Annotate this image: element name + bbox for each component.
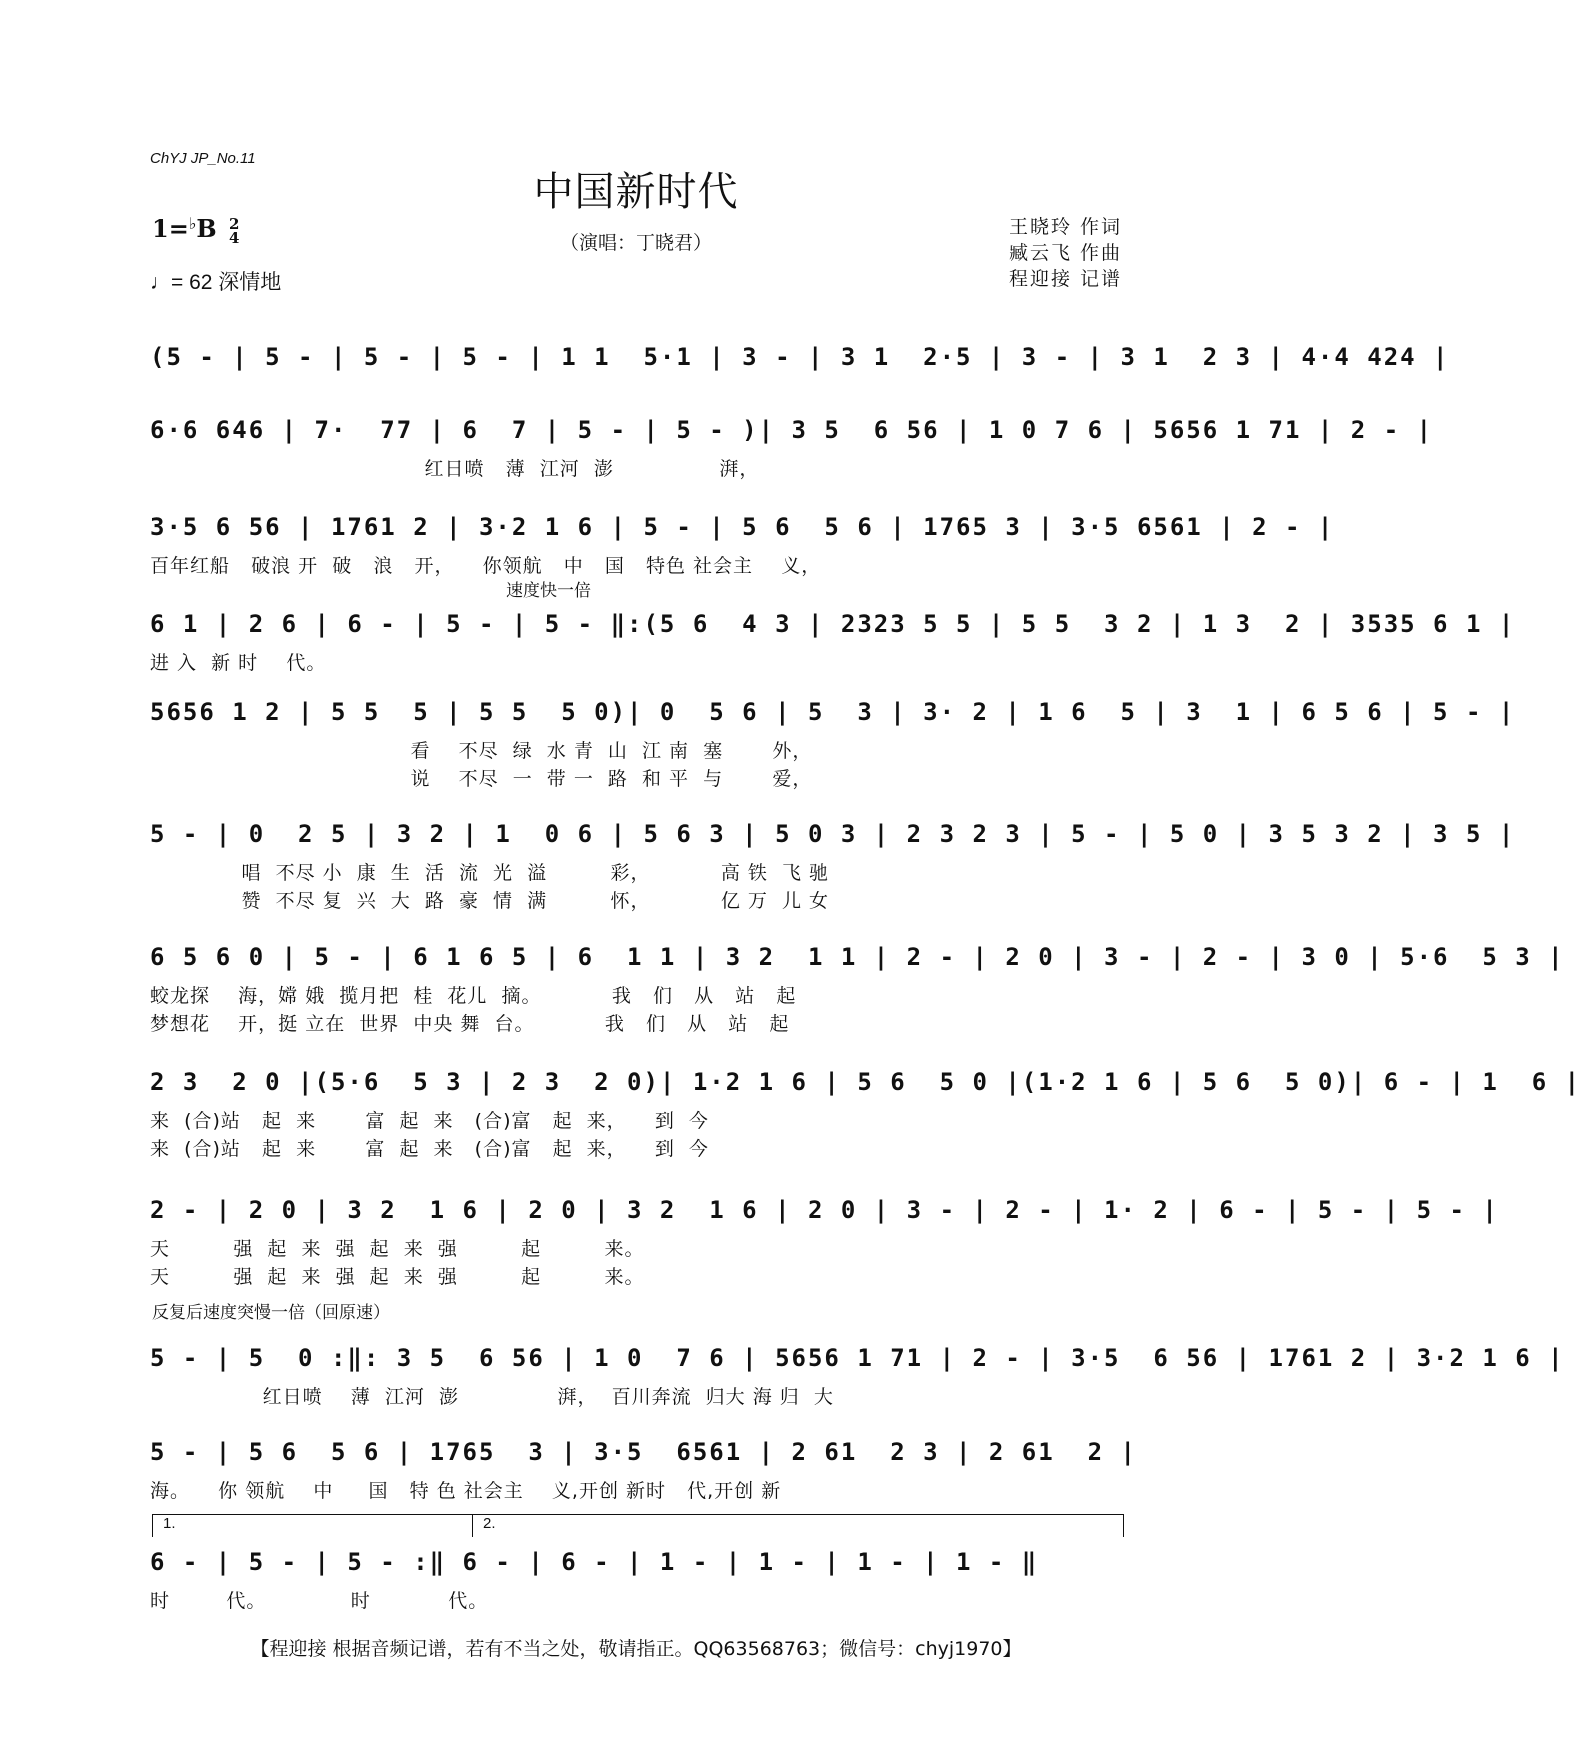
lyric-line: 说 不尽 一 带 一 路 和 平 与 爱， [150,768,813,790]
lyric-line: 梦想花 开，挺 立在 世界 中央 舞 台。 我 们 从 站 起 [150,1013,790,1035]
notation-line: 6 5 6 0 | 5 - | 6 1 6 5 | 6 1 1 | 3 2 1 1 | 2 - | 2 0 | 3 - | 2 - | 3 0 | 5·6 5 3 | [150,943,1565,971]
credits [1009,214,1122,292]
time-signature [229,214,240,247]
score-code: ChYJ JP_No.11 [150,150,256,167]
lyric-line: 红日喷 薄 江河 澎 湃， 百川奔流 归大 海 归 大 [150,1386,834,1408]
notation-line: 2 3 2 0 |(5·6 5 3 | 2 3 2 0)| 1·2 1 6 | 5 6 5 0 |(1·2 1 6 | 5 6 5 0)| 6 - | 1 6 | [150,1068,1581,1096]
flat-icon: ♭ [188,214,197,233]
time-bottom: 4 [229,228,240,247]
notation-line: (5 - | 5 - | 5 - | 5 - | 1 1 5·1 | 3 - | 3 1 2·5 | 3 - | 3 1 2 3 | 4·4 424 | [150,343,1450,371]
lyric-line: 赞 不尽 复 兴 大 路 豪 情 满 怀， 亿 万 儿 女 [150,890,830,912]
lyric-line: 时 代。 时 代。 [150,1590,489,1612]
notation-line: 6 - | 5 - | 5 - :‖ 6 - | 6 - | 1 - | 1 - | 1 - | 1 - ‖ [150,1548,1039,1576]
lyric-line: 来 (合)站 起 来 富 起 来 (合)富 起 来， 到 今 [150,1138,709,1160]
lyric-line: 进 入 新 时 代。 [150,652,327,674]
time-top: 2 [229,214,240,233]
key-signature [152,214,239,245]
transcriber-note: 【程迎接 根据音频记谱，若有不当之处，敬请指正。QQ63568763；微信号：chyj1970】 [250,1638,1022,1660]
composer-credit: 臧云飞 作曲 [1008,242,1122,264]
speed-slow-mark: 反复后速度突慢一倍（回原速） [152,1303,390,1322]
tempo-marking: ♩= 62 深情地 [150,271,282,294]
volta-first-ending: 1. [152,1514,473,1537]
volta-second-ending: 2. [472,1514,1124,1537]
transcriber-credit: 程迎接 记谱 [1008,268,1122,290]
lyric-line: 来 (合)站 起 来 富 起 来 (合)富 起 来， 到 今 [150,1110,709,1132]
notation-line: 6·6 646 | 7· 77 | 6 7 | 5 - | 5 - )| 3 5 6 56 | 1 0 7 6 | 5656 1 71 | 2 - | [150,416,1434,444]
lyric-line: 唱 不尽 小 康 生 活 流 光 溢 彩， 高 铁 飞 驰 [150,862,830,884]
notation-line: 3·5 6 56 | 1761 2 | 3·2 1 6 | 5 - | 5 6 5 6 | 1765 3 | 3·5 6561 | 2 - | [150,513,1335,541]
lyric-line: 红日喷 薄 江河 澎 湃， [150,458,760,480]
singer-line: （演唱：丁晓君） [559,232,712,254]
notation-line: 6 1 | 2 6 | 6 - | 5 - | 5 - ‖:(5 6 4 3 | 2323 5 5 | 5 5 3 2 | 1 3 2 | 3535 6 1 | [150,610,1516,638]
lyric-line: 看 不尽 绿 水 青 山 江 南 塞 外， [150,740,813,762]
notation-line: 5 - | 5 0 :‖: 3 5 6 56 | 1 0 7 6 | 5656 1 71 | 2 - | 3·5 6 56 | 1761 2 | 3·2 1 6 | [150,1344,1565,1372]
lyric-line: 海。 你 领航 中 国 特 色 社会主 义,开创 新时 代,开创 新 [150,1480,782,1502]
notation-line: 5 - | 5 6 5 6 | 1765 3 | 3·5 6561 | 2 61 2 3 | 2 61 2 | [150,1438,1137,1466]
key-note: B [196,214,217,243]
speed-fast-mark: 速度快一倍 [506,581,591,600]
song-title: 中国新时代 [533,169,739,215]
lyric-line: 百年红船 破浪 开 破 浪 开， 你领航 中 国 特色 社会主 义， [150,555,822,577]
lyric-line: 天 强 起 来 强 起 来 强 起 来。 [150,1266,645,1288]
key-label: 1= [152,214,189,243]
lyric-line: 天 强 起 来 强 起 来 强 起 来。 [150,1238,645,1260]
notation-line: 5 - | 0 2 5 | 3 2 | 1 0 6 | 5 6 3 | 5 0 3 | 2 3 2 3 | 5 - | 5 0 | 3 5 3 2 | 3 5 | [150,820,1516,848]
lyricist-credit: 王晓玲 作词 [1008,216,1122,238]
notation-line: 2 - | 2 0 | 3 2 1 6 | 2 0 | 3 2 1 6 | 2 0 | 3 - | 2 - | 1· 2 | 6 - | 5 - | 5 - | [150,1196,1499,1224]
notation-line: 5656 1 2 | 5 5 5 | 5 5 5 0)| 0 5 6 | 5 3 | 3· 2 | 1 6 5 | 3 1 | 6 5 6 | 5 - | [150,698,1516,726]
lyric-line: 蛟龙探 海，嫦 娥 揽月把 桂 花儿 摘。 我 们 从 站 起 [150,985,797,1007]
